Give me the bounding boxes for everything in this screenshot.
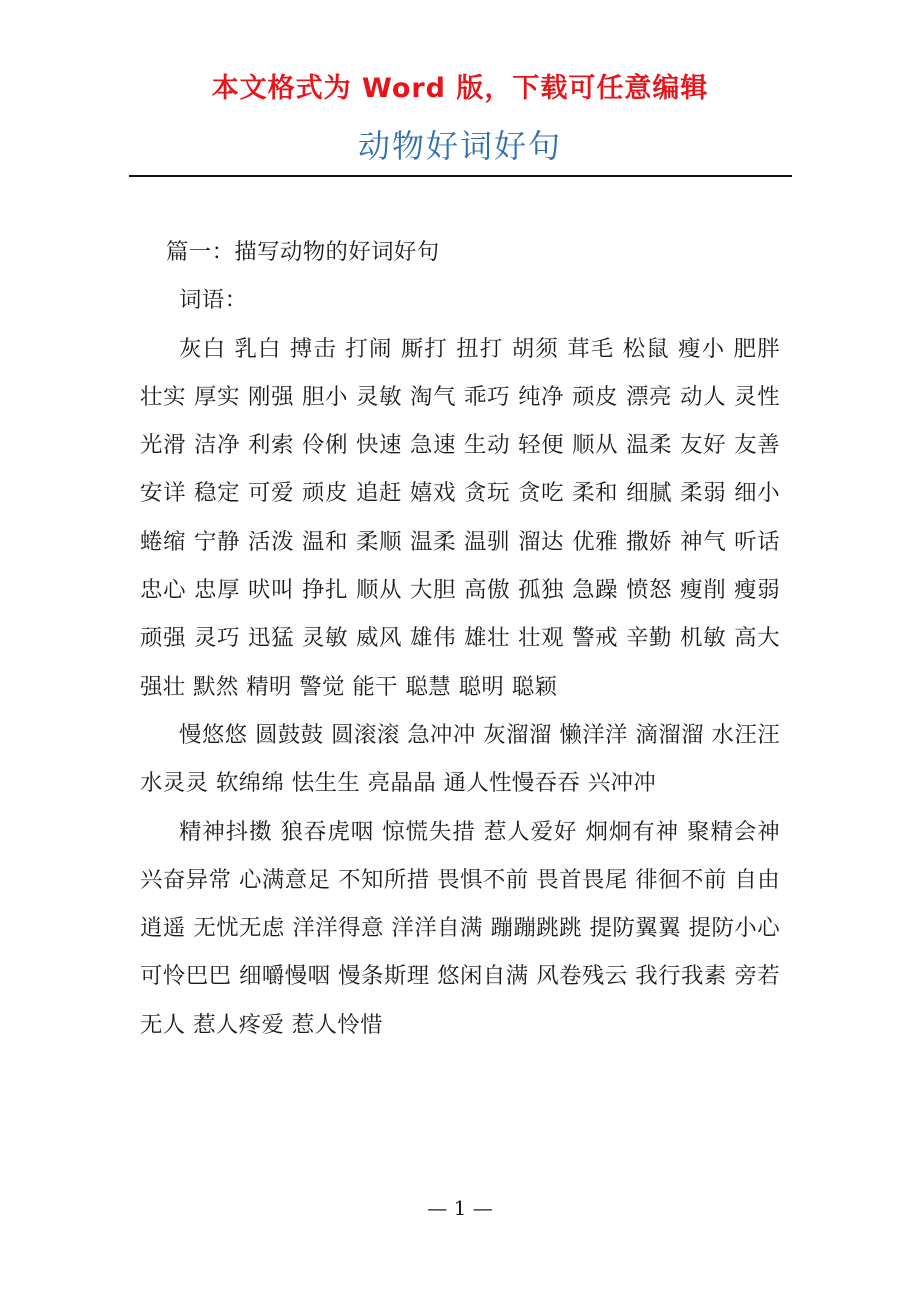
- word-paragraph-1: 灰白 乳白 搏击 打闹 厮打 扭打 胡须 茸毛 松鼠 瘦小 肥胖 壮实 厚实 刚强 胆小 灵敏 淘气 乖巧 纯净 顽皮 漂亮 动人 灵性 光滑 洁净 利索 伶俐 快速 急速 生动 轻便 顺从 温柔 友好 友善 安详 稳定 可爱 顽皮 追赶 嬉戏 贪玩 贪吃 柔和 细腻 柔弱 细小 蜷缩 宁静 活泼 温和 柔顺 温柔 温驯 溜达 优雅 撒娇 神气 听话 忠心 忠厚 吠叫 挣扎 顺从 大胆 高傲 孤独 急躁 愤怒 瘦削 瘦弱 顽强 灵巧 迅猛 灵敏 威风 雄伟 雄壮 壮观 警戒 辛勤 机敏 高大 强壮 默然 精明 警觉 能干 聪慧 聪明 聪颖: [140, 335, 780, 700]
- document-body: [140, 228, 780, 1049]
- title-divider: [129, 175, 792, 177]
- document-title: 动物好词好句: [357, 127, 562, 165]
- words-label: 词语：: [179, 287, 248, 314]
- page-number: — 1 —: [427, 1196, 493, 1220]
- word-paragraph-2: 慢悠悠 圆鼓鼓 圆滚滚 急冲冲 灰溜溜 懒洋洋 滴溜溜 水汪汪 水灵灵 软绵绵 怯生生 亮晶晶 通人性慢吞吞 兴冲冲: [140, 721, 780, 797]
- section-heading: 篇一：描写动物的好词好句: [166, 239, 440, 265]
- word-paragraph-3: 精神抖擞 狼吞虎咽 惊慌失措 惹人爱好 炯炯有神 聚精会神 兴奋异常 心满意足 不知所措 畏惧不前 畏首畏尾 徘徊不前 自由逍遥 无忧无虑 洋洋得意 洋洋自满 蹦蹦跳跳 提防翼翼 提防小心 可怜巴巴 细嚼慢咽 慢条斯理 悠闲自满 风卷残云 我行我素 旁若无人 惹人疼爱 惹人怜惜: [140, 818, 780, 1038]
- format-notice: 本文格式为 Word 版，下载可任意编辑: [211, 73, 709, 104]
